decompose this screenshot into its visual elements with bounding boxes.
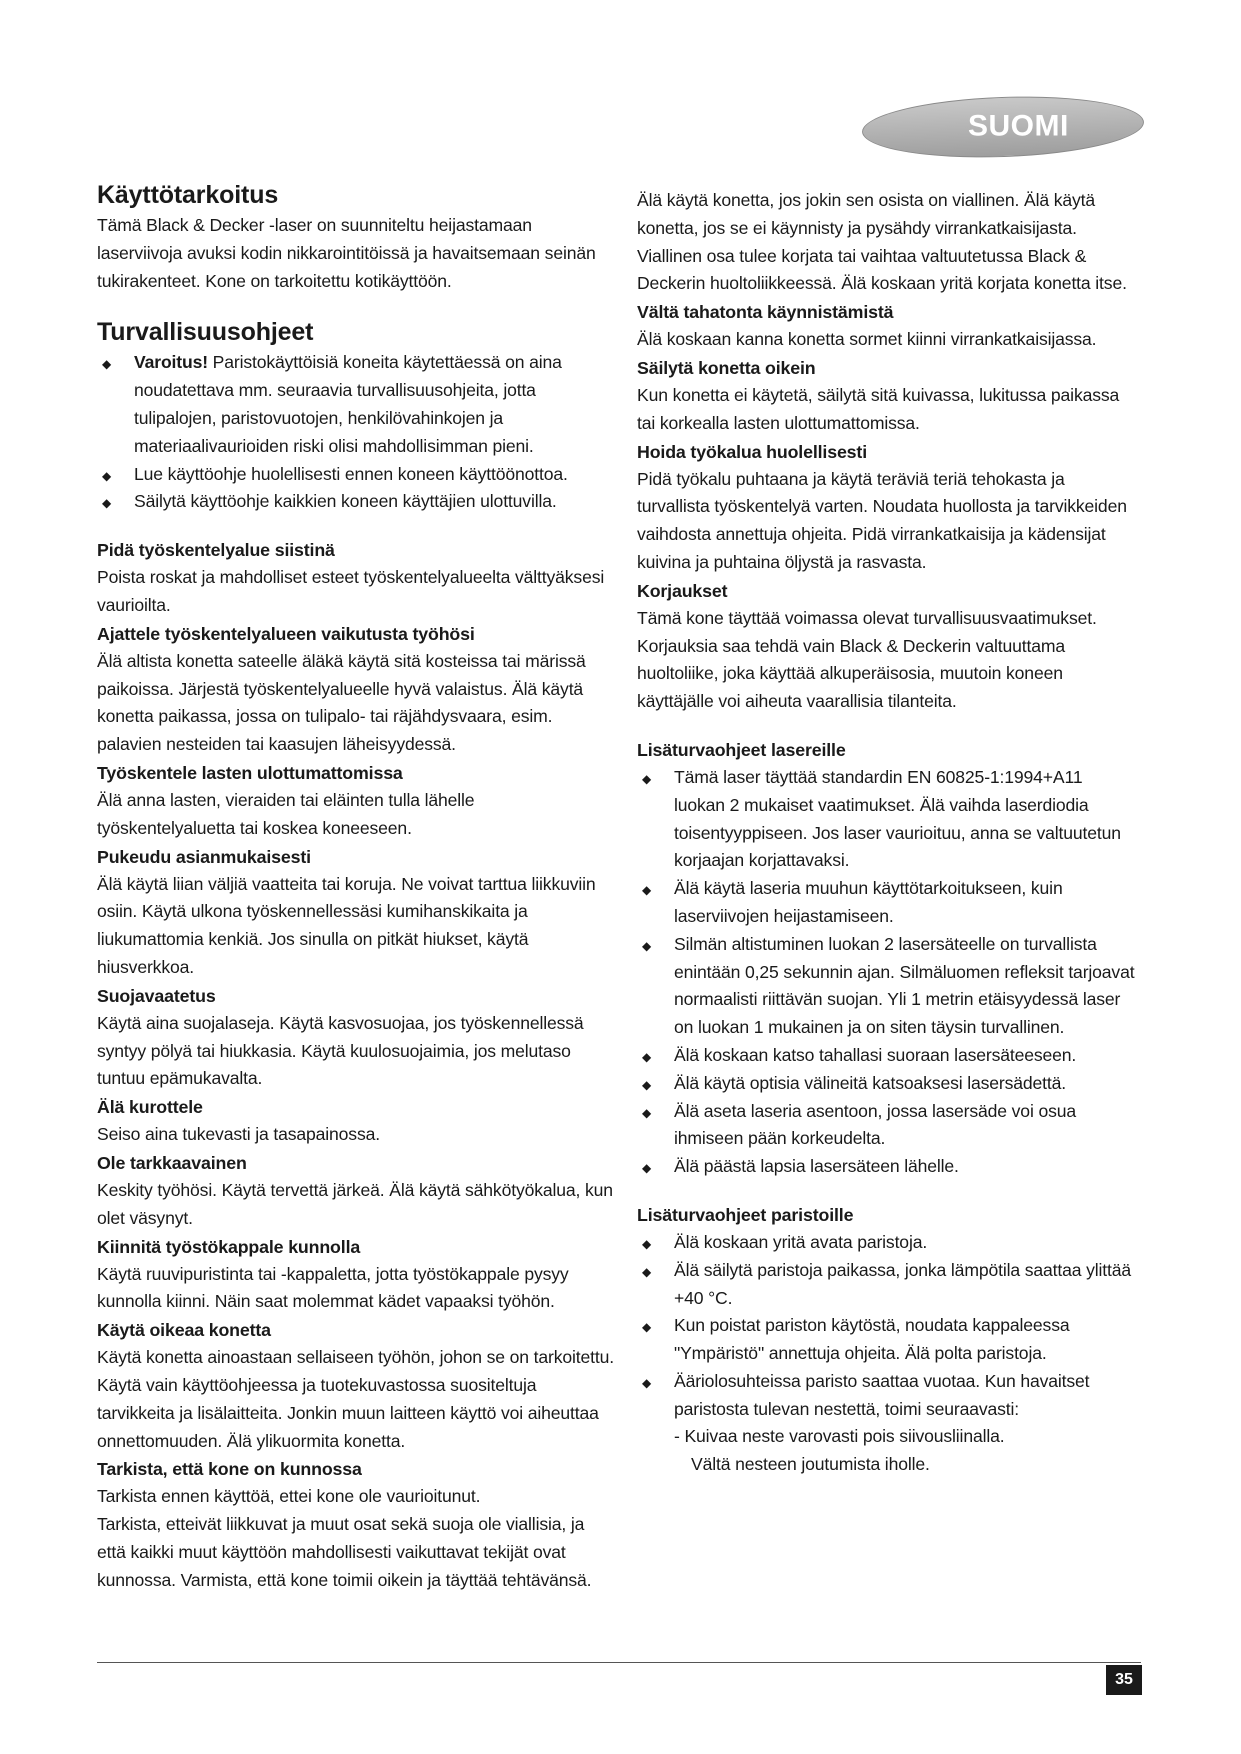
right-column [637,187,1137,1479]
section-text: Tämä kone täyttää voimassa olevat turvallisuusvaatimukset. Korjauksia saa tehdä vain Black & Deckerin valtuuttama huoltoliike, joka käyttää alkuperäisosia, muutoin koneen käyttäjälle voi aiheuta vaarallisia tilanteita. [637,607,1097,712]
safety-heading: Turvallisuusohjeet [97,318,314,347]
battery-bullet-list [637,1229,1137,1424]
section-heading: Pukeudu asianmukaisesti [97,846,311,867]
diamond-bullet-icon: ◆ [642,771,652,786]
section-heading: Älä kurottele [97,1097,203,1118]
section-heading: Tarkista, että kone on kunnossa [97,1459,362,1480]
footer-rule [97,1662,1141,1663]
section-text: Tarkista ennen käyttöä, ettei kone ole vaurioitunut. [97,1486,481,1507]
diamond-bullet-icon: ◆ [102,357,112,372]
section-heading: Käytä oikeaa konetta [97,1320,271,1341]
laser-bullet [637,764,1137,875]
section-text: Kun konetta ei käytetä, säilytä sitä kuivassa, lukitussa paikassa tai korkealla lasten ulottumattomissa. [637,384,1120,433]
diamond-bullet-icon: ◆ [642,1049,652,1064]
laser-bullet [637,931,1137,1042]
laser-bullet [637,1153,1137,1181]
warning-lead: Varoitus! [134,352,208,373]
section-text: Tarkista, etteivät liikkuvat ja muut osat sekä suoja ole viallisia, ja että kaikki muut käyttöön mahdollisesti vaikuttavat tekijät ovat kunnossa. Varmista, että kone toimii oikein ja täyttää tehtävänsä. [97,1514,592,1590]
section-text: Keskity työhösi. Käytä tervettä järkeä. Älä käytä sähkötyökalua, kun olet väsynyt. [97,1179,613,1228]
diamond-bullet-icon: ◆ [642,1236,652,1251]
section-text: Älä altista konetta sateelle äläkä käytä sitä kosteissa tai märissä paikoissa. Järjestä työskentelyalueelle hyvä valaistus. Älä käytä konetta paikassa, jossa on tulipalo- tai räjähdysvaara, esim. palavien nesteiden tai kaasujen läheisyydessä. [97,650,586,755]
intended-use-text: Tämä Black & Decker -laser on suunniteltu heijastamaan laserviivoja avuksi kodin nikkarointitöissä ja havaitsemaan seinän tukirakenteet. Kone on tarkoitettu kotikäyttöön. [97,215,596,291]
diamond-bullet-icon: ◆ [102,468,112,483]
diamond-bullet-icon: ◆ [642,1375,652,1390]
left-column [97,178,615,1594]
section-heading: Säilytä konetta oikein [637,357,816,378]
battery-bullet-text: Kun poistat pariston käytöstä, noudata kappaleessa "Ympäristö" annettuja ohjeita. Älä polta paristoja. [674,1315,1070,1364]
laser-bullet-text: Älä käytä laseria muuhun käyttötarkoitukseen, kuin laserviivojen heijastamiseen. [674,878,1063,926]
safety-bullet [97,488,615,516]
diamond-bullet-icon: ◆ [642,1320,652,1335]
section-text: Älä anna lasten, vieraiden tai eläinten tulla lähelle työskentelyaluetta tai koskea koneeseen. [97,789,475,838]
section-heading: Korjaukset [637,580,728,601]
section-heading: Pidä työskentelyalue siistinä [97,540,335,561]
section-heading: Ajattele työskentelyalueen vaikutusta työhösi [97,623,475,644]
laser-bullet-text: Älä aseta laseria asentoon, jossa lasersäde voi osua ihmiseen pään korkeudelta. [674,1100,1076,1149]
section-text: Pidä työkalu puhtaana ja käytä teräviä teriä tehokasta ja turvallista työskentelyä varten. Noudata huollosta ja tarvikkeiden vaihdosta annettuja ohjeita. Pidä virrankatkaisija ja kädensijat kuivina ja puhtaina öljystä ja rasvasta. [637,468,1127,572]
laser-bullet-text: Älä päästä lapsia lasersäteen lähelle. [674,1156,959,1177]
section-text: Käytä konetta ainoastaan sellaiseen työhön, johon se on tarkoitettu. Käytä vain käyttöohjeessa ja tuotekuvastossa suositeltuja tarvikkeita ja lisälaitteita. Jonkin muun laitteen käyttö voi aiheuttaa onnettomuuden. Älä ylikuormita konetta. [97,1347,614,1451]
battery-bullet [637,1257,1137,1313]
safety-bullet-list [97,349,615,516]
section-heading: Suojavaatetus [97,985,216,1006]
section-text: Älä koskaan kanna konetta sormet kiinni virrankatkaisijassa. [637,329,1097,350]
battery-safety-heading: Lisäturvaohjeet paristoille [637,1204,854,1225]
section-text: Älä käytä liian väljiä vaatteita tai koruja. Ne voivat tarttua liikkuviin osiin. Käytä ulkona työskennellessäsi kumihanskikaita ja liukumattomia kenkiä. Jos sinulla on pitkät hiukset, käytä hiusverkkoa. [97,873,596,977]
battery-bullet [637,1368,1137,1424]
intended-use-heading: Käyttötarkoitus [97,181,279,209]
laser-bullet [637,875,1137,931]
section-text: Käytä ruuvipuristinta tai -kappaletta, jotta työstökappale pysyy kunnolla kiinni. Näin saat molemmat kädet vapaaksi työhön. [97,1263,569,1312]
section-text: Käytä aina suojalaseja. Käytä kasvosuojaa, jos työskennellessä syntyy pölyä tai hiukkasia. Käytä kuulosuojaimia, jos melutaso tuntuu epämukavalta. [97,1012,584,1089]
laser-safety-heading: Lisäturvaohjeet lasereille [637,739,846,760]
right-intro-text: Älä käytä konetta, jos jokin sen osista on viallinen. Älä käytä konetta, jos se ei käynnisty ja pysähdy virrankatkaisijasta. Viallinen osa tulee korjata tai vaihtaa valtuutetussa Black & Deckerin huoltoliikkeessä. Älä koskaan yritä korjata konetta itse. [637,190,1127,294]
diamond-bullet-icon: ◆ [642,1105,652,1120]
laser-bullet-text: Älä koskaan katso tahallasi suoraan lasersäteeseen. [674,1044,1077,1065]
laser-bullet-text: Tämä laser täyttää standardin EN 60825-1:1994+A11 luokan 2 mukaiset vaatimukset. Älä vaihda laserdiodia toisentyyppiseen. Jos laser vaurioituu, anna se valtuutetun korjaajan korjattavaksi. [674,766,1121,871]
section-heading: Hoida työkalua huolellisesti [637,441,867,462]
laser-bullet [637,1042,1137,1070]
safety-bullet-text: Paristokäyttöisiä koneita käytettäessä on aina noudatettava mm. seuraavia turvallisuusohjeita, jotta tulipalojen, paristovuotojen, henkilövahinkojen ja materiaalivaurioiden riski olisi mahdollisimman pieni. [134,352,562,456]
diamond-bullet-icon: ◆ [642,1264,652,1279]
laser-bullet [637,1098,1137,1154]
battery-bullet-text: Ääriolosuhteissa paristo saattaa vuotaa. Kun havaitset paristosta tulevan nestettä, toimi seuraavasti: [674,1370,1090,1419]
section-text: Seiso aina tukevasti ja tasapainossa. [97,1124,380,1145]
diamond-bullet-icon: ◆ [102,496,112,511]
section-heading: Työskentele lasten ulottumattomissa [97,762,403,783]
language-tab [861,92,1145,162]
section-text: Poista roskat ja mahdolliset esteet työskentelyalueelta välttyäksesi vaurioilta. [97,567,605,615]
laser-bullet-text: Älä käytä optisia välineitä katsoaksesi lasersädettä. [674,1072,1067,1093]
safety-bullet [97,349,615,460]
battery-bullet [637,1312,1137,1368]
safety-bullet-text: Säilytä käyttöohje kaikkien koneen käyttäjien ulottuvilla. [134,491,557,512]
diamond-bullet-icon: ◆ [642,938,652,953]
laser-bullet-text: Silmän altistuminen luokan 2 lasersäteelle on turvallista enintään 0,25 sekunnin ajan. Silmäluomen refleksit tarjoavat normaalisti riittävän suojan. Yli 1 metrin etäisyydessä laser on luokan 1 mukainen ja on siten täysin turvallinen. [674,933,1135,1038]
battery-bullet-text: Älä säilytä paristoja paikassa, jonka lämpötila saattaa ylittää +40 °C. [674,1259,1132,1308]
diamond-bullet-icon: ◆ [642,1161,652,1176]
diamond-bullet-icon: ◆ [642,883,652,898]
battery-sub-step: - Kuivaa neste varovasti pois siivousliinalla. [674,1426,1005,1447]
battery-sub-step-cont: Vältä nesteen joutumista iholle. [691,1454,930,1475]
battery-bullet-text: Älä koskaan yritä avata paristoja. [674,1231,928,1252]
language-label: SUOMI [967,109,1069,143]
safety-bullet-text: Lue käyttöohje huolellisesti ennen koneen käyttöönottoa. [134,463,568,484]
diamond-bullet-icon: ◆ [642,1077,652,1092]
section-heading: Vältä tahatonta käynnistämistä [637,302,894,323]
laser-bullet [637,1070,1137,1098]
section-heading: Ole tarkkaavainen [97,1152,247,1173]
battery-bullet [637,1229,1137,1257]
safety-bullet [97,461,615,489]
laser-bullet-list [637,764,1137,1181]
page-number: 35 [1106,1665,1142,1695]
section-heading: Kiinnitä työstökappale kunnolla [97,1236,361,1257]
